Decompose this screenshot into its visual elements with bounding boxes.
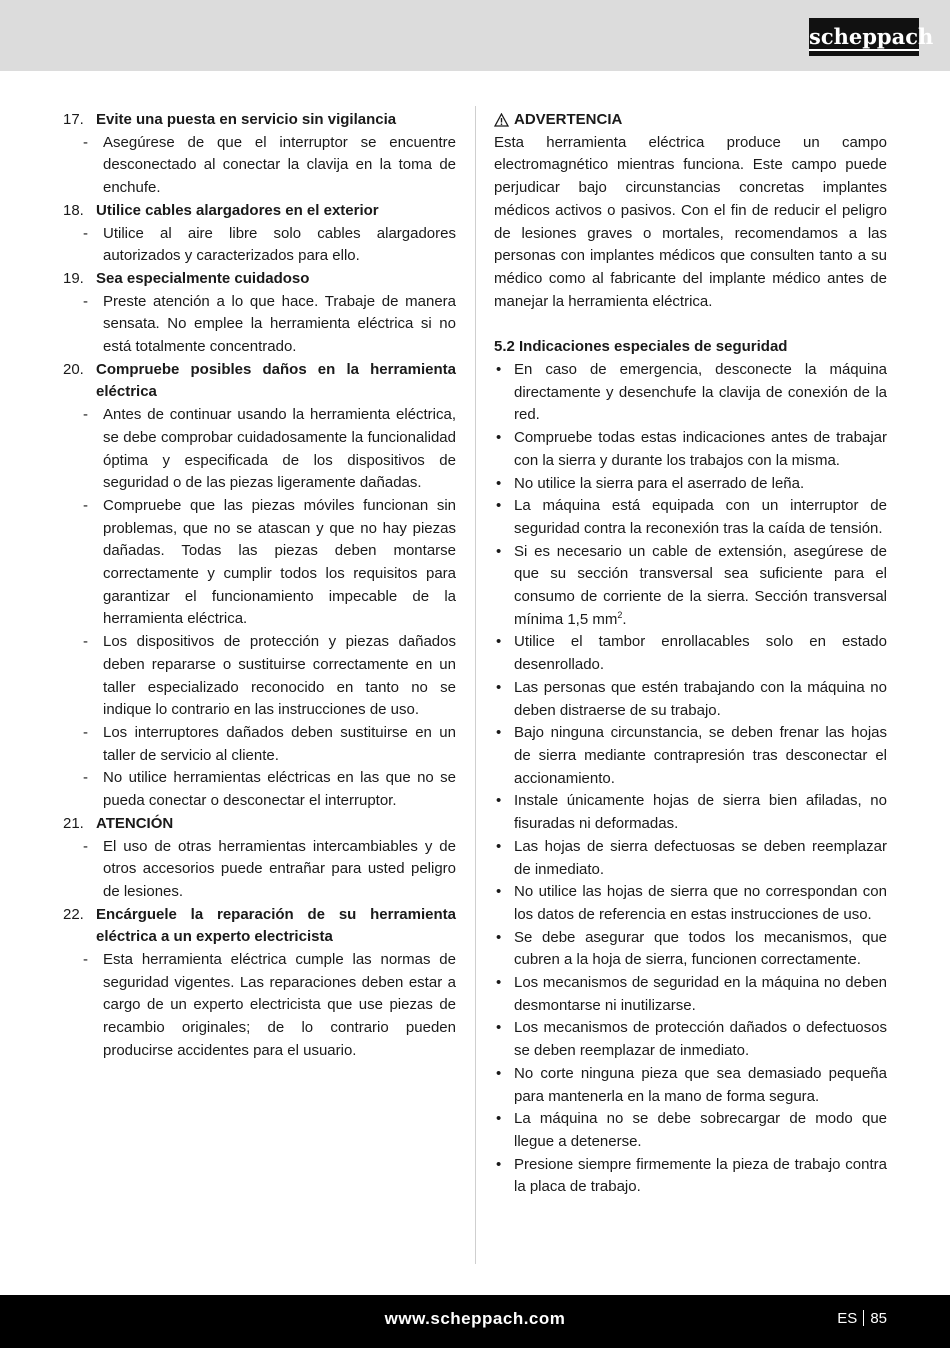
bullet-item xyxy=(494,1017,887,1062)
bullet-item xyxy=(494,722,887,790)
bullet-text-wrap xyxy=(514,495,887,540)
bullet-item xyxy=(494,427,887,472)
bullet-text-wrap xyxy=(514,473,887,496)
bullet-item xyxy=(494,1063,887,1108)
footer-url[interactable]: www.scheppach.com xyxy=(384,1309,566,1328)
numbered-item xyxy=(63,200,456,223)
item-title: Sea especialmente cuidadoso xyxy=(96,269,310,287)
item-number: 22. xyxy=(63,905,84,923)
bullet-text-wrap xyxy=(514,1108,887,1153)
item-number: 19. xyxy=(63,269,84,287)
section-title: 5.2 Indicaciones especiales de seguridad xyxy=(494,338,788,356)
bullet-item xyxy=(494,836,887,881)
bullet-text: Utilice el tambor enrollacables solo en estado desenrollado. xyxy=(514,633,887,674)
dash-marker: - xyxy=(83,496,88,514)
bullet-text: La máquina no se debe sobrecargar de modo que llegue a detenerse. xyxy=(514,1110,887,1150)
bullet-item xyxy=(494,359,887,427)
sub-item-text: Los interruptores dañados deben sustituirse en un taller de servicio al cliente. xyxy=(103,723,456,764)
bullet-marker: • xyxy=(496,792,502,810)
dash-marker: - xyxy=(83,633,88,651)
warning-text: Esta herramienta eléctrica produce un campo electromagnético mientras funciona. Este campo puede perjudicar bajo circunstancias concretas implantes médicos activos o pasivos. Con el fin de reducir el peligro de lesiones graves o mortales, recomendamos a las personas con implantes médicos que consulten tanto a su médico como al fabricante del implante médico antes de manejar la herramienta eléctrica. xyxy=(494,133,887,310)
warning-heading xyxy=(494,109,887,132)
left-column xyxy=(63,109,456,1063)
bullet-text: Presione siempre firmemente la pieza de trabajo contra la placa de trabajo. xyxy=(514,1155,887,1196)
header-bar xyxy=(0,0,950,71)
bullet-marker: • xyxy=(496,837,502,855)
scheppach-logo xyxy=(809,18,934,56)
sub-item-text: Los dispositivos de protección y piezas dañados deben repararse o sustituirse correctamente en un taller especializado reconocido en tanto no se indique lo contrario en las instrucciones de uso. xyxy=(103,633,456,719)
item-number: 21. xyxy=(63,814,84,832)
superscript-suffix: . xyxy=(622,610,627,628)
sub-item-text: Asegúrese de que el interruptor se encuentre desconectado al conectar la clavija en la toma de enchufe. xyxy=(103,133,456,197)
bullet-item xyxy=(494,790,887,835)
bullet-marker: • xyxy=(496,1110,502,1128)
bullet-item xyxy=(494,881,887,926)
sub-item xyxy=(63,223,456,268)
numbered-item xyxy=(63,904,456,949)
language-code: ES xyxy=(837,1310,858,1327)
item-title: Evite una puesta en servicio sin vigilancia xyxy=(96,111,397,128)
dash-marker: - xyxy=(83,224,88,242)
bullet-text-wrap xyxy=(514,972,887,1017)
item-number: 20. xyxy=(63,360,84,378)
bullet-marker: • xyxy=(496,928,502,946)
sub-item xyxy=(63,949,456,1063)
bullet-text: No utilice la sierra para el aserrado de leña. xyxy=(514,474,805,492)
bullet-item xyxy=(494,495,887,540)
bullet-text-wrap xyxy=(514,881,887,926)
item-title: ATENCIÓN xyxy=(96,814,174,832)
bullet-marker: • xyxy=(496,497,502,515)
dash-marker: - xyxy=(83,406,88,424)
bullet-item xyxy=(494,631,887,676)
dash-marker: - xyxy=(83,133,88,151)
dash-marker: - xyxy=(83,769,88,787)
item-title: Compruebe posibles daños en la herramienta eléctrica xyxy=(96,360,456,401)
bullet-item xyxy=(494,677,887,722)
logo-text: scheppach xyxy=(809,24,934,49)
numbered-item xyxy=(63,359,456,404)
right-column xyxy=(494,109,887,1199)
bullet-text-wrap xyxy=(514,722,887,790)
bullet-text: Los mecanismos de protección dañados o defectuosos se deben reemplazar de inmediato. xyxy=(514,1019,887,1060)
sub-item-text: Esta herramienta eléctrica cumple las normas de seguridad vigentes. Las reparaciones deben estar a cargo de un experto electricista que use piezas de recambio originales; de lo contrario pueden producirse accidentes para el usuario. xyxy=(103,951,456,1059)
sub-item-text: Antes de continuar usando la herramienta eléctrica, se debe comprobar cuidadosamente la funcionalidad óptima y especificada de los dispositivos de seguridad o de las piezas ligeramente dañadas. xyxy=(103,406,456,492)
bullet-item xyxy=(494,1108,887,1153)
bullet-item xyxy=(494,473,887,496)
bullet-text-wrap xyxy=(514,631,887,676)
sub-item-text: Utilice al aire libre solo cables alargadores autorizados y caracterizados para ello. xyxy=(103,224,456,265)
bullet-marker: • xyxy=(496,361,502,379)
bullet-text-wrap xyxy=(514,790,887,835)
bullet-text: Si es necesario un cable de extensión, asegúrese de que su sección transversal sea suficiente para el consumo de corriente de la sierra. Sección transversal mínima 1,5 mm xyxy=(514,542,887,628)
item-number: 18. xyxy=(63,201,84,219)
bullet-marker: • xyxy=(496,474,502,492)
bullet-text-wrap xyxy=(514,359,887,427)
item-title: Encárguele la reparación de su herramienta eléctrica a un experto electricista xyxy=(96,905,456,946)
column-divider xyxy=(475,106,476,1264)
dash-marker: - xyxy=(83,723,88,741)
dash-marker: - xyxy=(83,292,88,310)
bullet-marker: • xyxy=(496,429,502,447)
sub-item xyxy=(63,132,456,200)
sub-item-text: Compruebe que las piezas móviles funcionan sin problemas, que no se atascan y que no hay piezas dañadas. Todas las piezas deben montarse correctamente y cumplir todos los requisitos para garantizar el funcionamiento impecable de la herramienta eléctrica. xyxy=(103,496,456,628)
bullet-text-wrap xyxy=(514,927,887,972)
sub-item-text: No utilice herramientas eléctricas en las que no se pueda conectar o desconectar el interruptor. xyxy=(103,769,456,810)
bullet-marker: • xyxy=(496,633,502,651)
bullet-text-wrap xyxy=(514,427,887,472)
bullet-item xyxy=(494,1154,887,1199)
bullet-marker: • xyxy=(496,542,502,560)
superscript-2: 2 xyxy=(617,609,623,620)
sub-item xyxy=(63,836,456,904)
footer-bar xyxy=(0,1295,950,1348)
bullet-item xyxy=(494,541,887,632)
warning-title: ADVERTENCIA xyxy=(514,111,623,128)
bullet-text-wrap xyxy=(514,836,887,881)
bullet-text: La máquina está equipada con un interruptor de seguridad contra la reconexión tras la caída de tensión. xyxy=(514,497,887,537)
bullet-text: Las hojas de sierra defectuosas se deben reemplazar de inmediato. xyxy=(514,837,887,878)
bullet-marker: • xyxy=(496,724,502,742)
footer-separator xyxy=(863,1310,864,1326)
bullet-text: Compruebe todas estas indicaciones antes de trabajar con la sierra y durante los trabajos con la misma. xyxy=(514,429,887,469)
sub-item xyxy=(63,767,456,812)
bullet-text: Los mecanismos de seguridad en la máquina no deben desmontarse ni inutilizarse. xyxy=(514,974,887,1014)
sub-item-text: El uso de otras herramientas intercambiables y de otros accesorios puede entrañar para usted peligro de lesiones. xyxy=(103,837,456,900)
bullet-list xyxy=(494,359,887,1199)
bullet-text: No corte ninguna pieza que sea demasiado pequeña para mantenerla en la mano de forma segura. xyxy=(514,1064,887,1105)
item-title: Utilice cables alargadores en el exterior xyxy=(96,201,379,219)
bullet-text: Las personas que estén trabajando con la máquina no deben distraerse de su trabajo. xyxy=(514,678,887,719)
bullet-marker: • xyxy=(496,1064,502,1082)
bullet-marker: • xyxy=(496,1155,502,1173)
item-number: 17. xyxy=(63,111,84,128)
sub-item xyxy=(63,495,456,631)
bullet-marker: • xyxy=(496,974,502,992)
bullet-text: Se debe asegurar que todos los mecanismos, que cubren a la hoja de sierra, funcionen correctamente. xyxy=(514,928,887,969)
sub-item xyxy=(63,631,456,722)
warning-triangle-icon xyxy=(494,113,509,127)
bullet-text: Bajo ninguna circunstancia, se deben frenar las hojas de sierra mediante contrapresión tras desconectar el accionamiento. xyxy=(514,724,887,787)
sub-item xyxy=(63,722,456,767)
page-indicator xyxy=(837,1310,887,1327)
bullet-text-wrap xyxy=(514,1063,887,1108)
bullet-marker: • xyxy=(496,883,502,901)
bullet-text: En caso de emergencia, desconecte la máquina directamente y desenchufe la clavija de conexión de la red. xyxy=(514,361,887,424)
sub-item xyxy=(63,291,456,359)
bullet-text: Instale únicamente hojas de sierra bien afiladas, no fisuradas ni deformadas. xyxy=(514,792,887,833)
bullet-text-wrap xyxy=(514,1154,887,1199)
logo-underline xyxy=(809,49,919,51)
bullet-text-wrap xyxy=(514,677,887,722)
bullet-item xyxy=(494,972,887,1017)
page-number: 85 xyxy=(870,1310,887,1327)
dash-marker: - xyxy=(83,951,88,969)
numbered-item xyxy=(63,813,456,836)
bullet-text-wrap xyxy=(514,541,887,632)
numbered-item xyxy=(63,268,456,291)
bullet-text-wrap xyxy=(514,1017,887,1062)
sub-item xyxy=(63,404,456,495)
bullet-marker: • xyxy=(496,678,502,696)
bullet-item xyxy=(494,927,887,972)
bullet-marker: • xyxy=(496,1019,502,1037)
dash-marker: - xyxy=(83,837,88,855)
numbered-item xyxy=(63,109,456,132)
bullet-text: No utilice las hojas de sierra que no correspondan con los datos de referencia en estas instrucciones de uso. xyxy=(514,883,887,923)
sub-item-text: Preste atención a lo que hace. Trabaje de manera sensata. No emplee la herramienta eléctrica si no está totalmente concentrado. xyxy=(103,292,456,356)
